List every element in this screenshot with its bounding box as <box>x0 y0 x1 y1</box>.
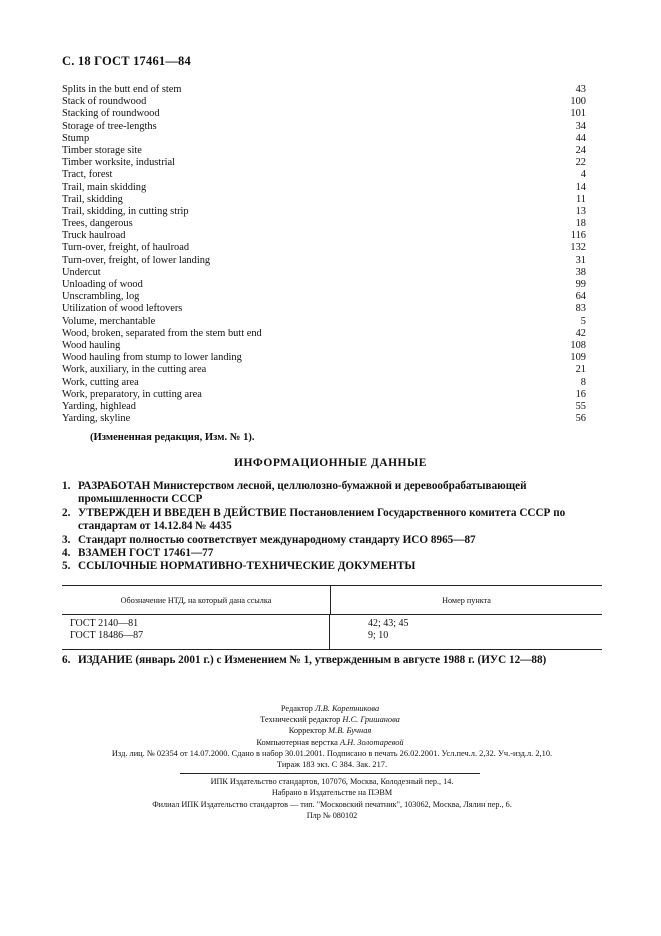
info-item <box>62 534 602 547</box>
index-term: Wood hauling <box>62 339 121 351</box>
index-number: 22 <box>575 157 586 169</box>
printer-line: Плр № 080102 <box>306 810 358 820</box>
info-item <box>62 480 602 507</box>
info-section-title: ИНФОРМАЦИОННЫЕ ДАННЫЕ <box>234 457 427 469</box>
index-row <box>62 279 586 291</box>
index-term: Wood hauling from stump to lower landing <box>62 352 242 364</box>
index-number: 8 <box>580 376 586 388</box>
index-row <box>62 145 586 157</box>
index-row <box>62 121 586 133</box>
header-doc-designation: Обозначение НТД, на который дана ссылка <box>62 586 331 614</box>
index-term: Yarding, highlead <box>62 400 136 412</box>
index-term: Stack of roundwood <box>62 96 147 108</box>
index-number: 43 <box>575 84 586 95</box>
info-item-text: УТВЕРЖДЕН И ВВЕДЕН В ДЕЙСТВИЕ Постановлением Государственного комитета СССР по стандартам от 14.12.84 № 4435 <box>78 506 566 533</box>
printer-line: Набрано в Издательстве на ПЭВМ <box>271 788 393 798</box>
edition-note <box>62 654 622 666</box>
index-number: 31 <box>575 254 586 266</box>
index-number: 34 <box>575 120 586 132</box>
page-header: С. 18 ГОСТ 17461—84 <box>62 54 191 68</box>
index-number: 100 <box>570 96 586 108</box>
index-number: 42 <box>575 327 586 339</box>
index-term: Stump <box>62 132 90 144</box>
index-row <box>62 242 586 254</box>
index-number: 16 <box>575 388 586 400</box>
index-term: Turn-over, freight, of haulroad <box>62 242 190 254</box>
index-row <box>62 108 586 120</box>
index-row <box>62 206 586 218</box>
staff-line <box>200 714 460 725</box>
index-number: 101 <box>570 108 586 120</box>
staff-name: А.Н. Золотаревой <box>339 737 404 747</box>
publication-line: Изд. лиц. № 02354 от 14.07.2000. Сдано в набор 30.01.2001. Подписано в печать 26.02.2001. Усл.печ.л. 2,32. Уч.-изд.л. 2,10. <box>111 749 553 758</box>
index-term: Trees, dangerous <box>62 218 133 230</box>
reference-table <box>62 585 602 650</box>
table-cell-doc: ГОСТ 2140—81 <box>70 618 139 629</box>
index-term: Splits in the butt end of stem <box>62 84 182 95</box>
index-term: Trail, skidding <box>62 193 123 205</box>
index-row <box>62 182 586 194</box>
staff-line <box>200 737 460 748</box>
index-row <box>62 133 586 145</box>
info-item-text: ССЫЛОЧНЫЕ НОРМАТИВНО-ТЕХНИЧЕСКИЕ ДОКУМЕНТЫ <box>78 560 416 573</box>
index-number: 132 <box>570 242 586 254</box>
info-item-text: Стандарт полностью соответствует международному стандарту ИСО 8965—87 <box>78 533 476 546</box>
index-number: 18 <box>575 218 586 230</box>
index-term: Work, cutting area <box>62 376 139 388</box>
index-row <box>62 218 586 230</box>
edition-number: 6. <box>62 654 71 666</box>
index-term: Yarding, skyline <box>62 413 131 425</box>
staff-name: Н.С. Гришанова <box>342 715 400 725</box>
index-number: 5 <box>580 315 586 327</box>
staff-role: Компьютерная верстка <box>256 737 338 747</box>
index-number: 14 <box>575 181 586 193</box>
editorial-staff <box>200 703 460 748</box>
header-item-number: Номер пункта <box>442 595 491 605</box>
index-number: 55 <box>575 400 586 412</box>
index-number: 11 <box>575 193 586 205</box>
index-row <box>62 96 586 108</box>
table-cell-items: 42; 43; 45 <box>368 618 409 629</box>
info-list <box>62 480 602 574</box>
index-term: Wood, broken, separated from the stem butt end <box>62 327 262 339</box>
info-item-number: 1. <box>62 480 71 492</box>
index-term: Undercut <box>62 266 101 278</box>
index-term: Unscrambling, log <box>62 291 140 303</box>
index-term: Utilization of wood leftovers <box>62 303 183 315</box>
index-row <box>62 255 586 267</box>
index-row <box>62 194 586 206</box>
staff-role: Редактор <box>280 704 313 713</box>
index-row <box>62 340 586 352</box>
edition-text: ИЗДАНИЕ (январь 2001 г.) с Изменением № 1, утвержденным в августе 1988 г. (ИУС 12—88) <box>78 654 547 666</box>
index-term: Unloading of wood <box>62 279 143 290</box>
staff-role: Корректор <box>288 726 327 736</box>
index-row <box>62 389 586 401</box>
info-item <box>62 547 602 560</box>
index-term: Work, preparatory, in cutting area <box>62 388 202 400</box>
staff-role: Технический редактор <box>260 715 341 725</box>
index-term: Tract, forest <box>62 169 113 181</box>
index-number: 44 <box>575 132 586 144</box>
index-number: 64 <box>575 291 586 303</box>
staff-name: М.В. Бучная <box>328 726 372 736</box>
index-row <box>62 157 586 169</box>
index-term: Truck haulroad <box>62 230 126 242</box>
staff-name: Л.В. Коретникова <box>314 704 380 713</box>
info-item-number: 5. <box>62 560 71 573</box>
amendment-note: (Измененная редакция, Изм. № 1). <box>90 432 255 443</box>
reference-table-header <box>62 586 602 615</box>
index-number: 56 <box>575 413 586 425</box>
index-number: 13 <box>575 205 586 217</box>
reference-table-body <box>62 615 602 649</box>
index-number: 108 <box>570 339 586 351</box>
term-index <box>62 84 586 425</box>
info-item-text: ВЗАМЕН ГОСТ 17461—77 <box>78 547 214 560</box>
index-row <box>62 401 586 413</box>
index-row <box>62 328 586 340</box>
index-row <box>62 377 586 389</box>
index-term: Timber worksite, industrial <box>62 157 176 169</box>
index-number: 99 <box>575 279 586 290</box>
index-number: 21 <box>575 364 586 376</box>
index-term: Work, auxiliary, in the cutting area <box>62 364 207 376</box>
index-row <box>62 413 586 425</box>
index-number: 38 <box>575 266 586 278</box>
printer-info <box>62 776 602 821</box>
index-row <box>62 84 586 96</box>
publication-info <box>62 748 602 770</box>
index-term: Trail, main skidding <box>62 181 147 193</box>
printer-line: Филиал ИПК Издательство стандартов — тип. "Московский печатник", 103062, Москва, Лялин пер., 6. <box>152 799 512 809</box>
index-term: Storage of tree-lengths <box>62 120 157 132</box>
item-column <box>330 615 602 649</box>
index-term: Turn-over, freight, of lower landing <box>62 254 211 266</box>
staff-line <box>200 703 460 714</box>
info-item-number: 3. <box>62 533 71 546</box>
index-number: 116 <box>570 230 586 242</box>
divider <box>180 773 480 774</box>
index-row <box>62 316 586 328</box>
doc-column <box>62 615 330 649</box>
staff-line <box>200 725 460 736</box>
index-number: 24 <box>575 144 586 156</box>
index-term: Stacking of roundwood <box>62 108 160 120</box>
info-item <box>62 560 602 573</box>
index-row <box>62 303 586 315</box>
index-term: Timber storage site <box>62 144 142 156</box>
index-number: 109 <box>570 352 586 364</box>
info-item <box>62 507 602 534</box>
index-row <box>62 169 586 181</box>
publication-line: Тираж 183 экз. С 384. Зак. 217. <box>276 760 388 769</box>
info-item-number: 2. <box>62 506 71 519</box>
info-item-number: 4. <box>62 547 71 560</box>
index-row <box>62 291 586 303</box>
index-row <box>62 364 586 376</box>
table-cell-doc: ГОСТ 18486—87 <box>70 629 144 641</box>
index-number: 83 <box>575 303 586 315</box>
printer-line: ИПК Издательство стандартов, 107076, Москва, Колодезный пер., 14. <box>210 777 454 786</box>
info-item-text: РАЗРАБОТАН Министерством лесной, целлюлозно-бумажной и деревообрабатывающей промышленности СССР <box>78 480 527 506</box>
index-number: 4 <box>580 169 586 181</box>
index-term: Volume, merchantable <box>62 315 156 327</box>
index-term: Trail, skidding, in cutting strip <box>62 205 189 217</box>
index-row <box>62 352 586 364</box>
table-cell-items: 9; 10 <box>368 629 389 641</box>
index-row <box>62 230 586 242</box>
index-row <box>62 267 586 279</box>
